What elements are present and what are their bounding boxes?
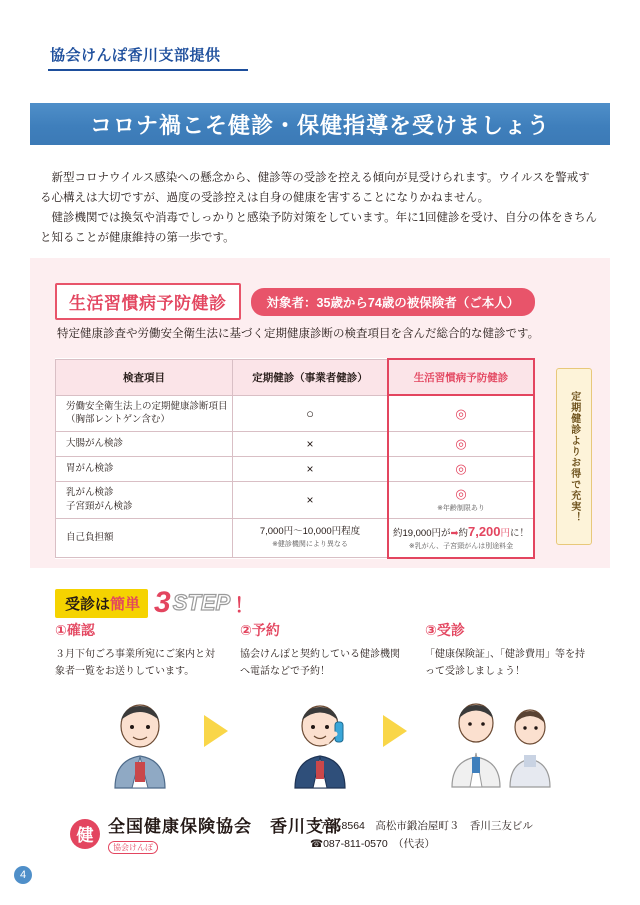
illustration-person-confirm — [85, 700, 195, 790]
row-regular-value: × — [233, 457, 389, 482]
provider-label: 協会けんぽ香川支部提供 — [50, 47, 221, 64]
illustration-doctor-nurse — [430, 695, 570, 790]
table-row — [56, 395, 535, 432]
step-arrow-1-icon — [204, 715, 228, 747]
th-regular: 定期健診（事業者健診） — [233, 359, 389, 395]
value-ribbon — [556, 368, 592, 545]
section-title-row — [55, 283, 535, 320]
provider-underline — [48, 69, 248, 71]
row-lifestyle-value: ◎ ※年齢制限あり — [388, 482, 534, 519]
steps-word: STEP — [172, 590, 231, 615]
footer-org-name: 全国健康保険協会 香川支部 — [108, 817, 342, 836]
cost-regular: 7,000円〜10,000円程度 ※健診機関により異なる — [233, 518, 389, 557]
lead-paragraph — [40, 168, 600, 249]
steps-header — [55, 588, 254, 618]
association-logo-icon: 健 — [70, 819, 100, 849]
row-item-label: 労働安全衛生法上の定期健康診断項目 （胸部レントゲン含む） — [56, 395, 233, 432]
row-lifestyle-value: ◎ — [388, 395, 534, 432]
lead-line-2: 健診機関では換気や消毒でしっかりと感染予防対策をしています。年に1回健診を受け、自分の体をきちんと知ることが健康維持の第一歩です。 — [40, 212, 598, 245]
step-3-title: ③受診 — [425, 622, 465, 638]
title-banner — [30, 103, 610, 145]
footer-address — [310, 818, 533, 854]
target-badge: 対象者：35歳から74歳の被保険者（ご本人） — [251, 288, 536, 316]
table-header-row — [56, 359, 535, 395]
step-1-title: ①確認 — [55, 622, 95, 638]
th-lifestyle: 生活習慣病予防健診 — [388, 359, 534, 395]
row-lifestyle-value: ◎ — [388, 432, 534, 457]
step-3 — [425, 620, 590, 680]
page-number: 4 — [14, 866, 32, 884]
footer-postal: 〒760-8564 高松市鍛冶屋町３ 香川三友ビル — [310, 820, 533, 832]
age-limit-note: ※年齢制限あり — [437, 505, 485, 513]
steps-excl: ！ — [234, 594, 255, 617]
th-item: 検査項目 — [56, 359, 233, 395]
footer-org-sub: 協会けんぽ — [108, 841, 158, 854]
row-regular-value: ○ — [233, 395, 389, 432]
section-description: 特定健康診査や労働安全衛生法に基づく定期健康診断の検査項目を含んだ総合的な健診です。 — [57, 328, 540, 340]
step-1-body: ３月下旬ごろ事業所宛にご案内と対象者一覧をお送りしています。 — [55, 649, 215, 677]
row-lifestyle-value: ◎ — [388, 457, 534, 482]
row-regular-value: × — [233, 432, 389, 457]
row-regular-value: × — [233, 482, 389, 519]
comparison-table — [55, 358, 535, 559]
footer-org-block — [108, 812, 342, 855]
step-2-body: 協会けんぽと契約している健診機関へ電話などで予約！ — [240, 649, 400, 677]
illustration-person-phone — [265, 700, 375, 790]
table-row — [56, 432, 535, 457]
footer-logo — [70, 812, 342, 855]
steps-number: 3 — [154, 586, 171, 619]
steps-header-label: 受診は簡単 — [55, 589, 148, 618]
step-3-body: 「健康保険証」、「健診費用」等を持って受診しましょう！ — [425, 649, 585, 677]
table-row — [56, 482, 535, 519]
row-item-label: 大腸がん検診 — [56, 432, 233, 457]
footer-tel: ☎087-811-0570 （代表） — [310, 837, 435, 850]
banner-title: コロナ禍こそ健診・保健指導を受けましょう — [89, 112, 550, 138]
lead-line-1: 新型コロナウイルス感染への懸念から、健診等の受診を控える傾向が見受けられます。ウイルスを警戒する心構えは大切ですが、過度の受診控えは自身の健康を害することになりかねません。 — [40, 172, 590, 205]
row-item-label: 胃がん検診 — [56, 457, 233, 482]
cost-row-label: 自己負担額 — [56, 518, 233, 557]
section-title: 生活習慣病予防健診 — [55, 283, 241, 320]
cost-lifestyle: 約19,000円が➡約7,200円に！ ※乳がん、子宮頸がんは別途料金 — [388, 518, 534, 557]
step-2-title: ②予約 — [240, 622, 280, 638]
step-arrow-2-icon — [383, 715, 407, 747]
table-row — [56, 457, 535, 482]
row-item-label: 乳がん検診 子宮頸がん検診 — [56, 482, 233, 519]
table-row-cost — [56, 518, 535, 557]
value-ribbon-text: 定期健診よりお得で充実！ — [568, 390, 580, 523]
step-1 — [55, 620, 220, 680]
step-2 — [240, 620, 405, 680]
